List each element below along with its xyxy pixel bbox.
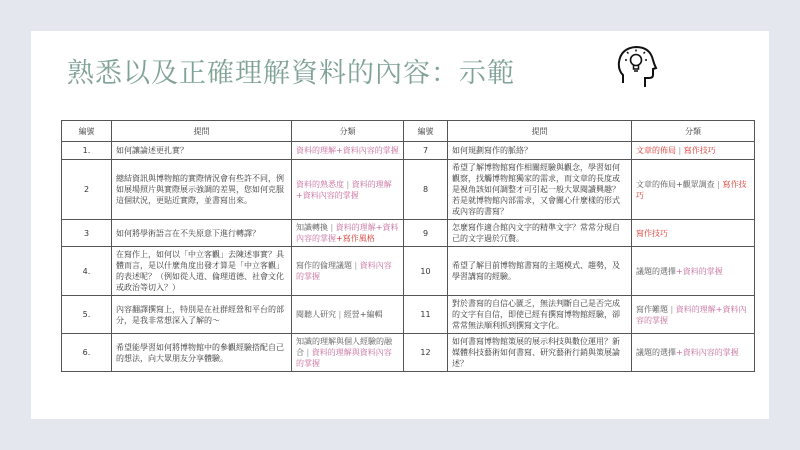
category-tag: 文章的佈局+觀眾調查: [636, 179, 715, 189]
row-number: 3: [62, 220, 112, 247]
question-cell: 對於書寫的自信心匱乏，無法判斷自己是否完成的文字有自信，即使已經有撰寫博物館經驗，卻常常無法順利抓到撰寫文字化。: [448, 296, 632, 334]
header-number: 編號: [62, 121, 112, 142]
question-table: [61, 120, 755, 372]
category-separator: |: [336, 310, 344, 319]
category-tag: 議題的選擇: [636, 266, 676, 276]
row-number: 2: [62, 160, 112, 220]
category-tag: 資料的熟悉度: [296, 179, 344, 189]
table-row: [62, 160, 755, 220]
row-number: 4.: [62, 247, 112, 296]
row-number: 9: [404, 220, 448, 247]
question-cell: 如何規劃寫作的脈絡？: [448, 142, 632, 160]
category-tag: 經營+編輯: [343, 310, 383, 319]
slide: [31, 31, 769, 419]
category-separator: |: [714, 179, 723, 189]
category-tag: 寫作風格: [342, 234, 375, 243]
category-tag: 寫作難題: [636, 304, 668, 314]
category-cell: [292, 247, 404, 296]
category-tag: 資料內容的掌握: [682, 348, 739, 357]
category-cell: [632, 142, 755, 160]
category-tag: 資料內容的掌握: [296, 261, 392, 281]
page-title: 熟悉以及正確理解資料的內容：示範: [67, 58, 515, 89]
category-tag: 寫作技巧: [636, 179, 747, 200]
category-cell: [292, 296, 404, 334]
row-number: 12: [404, 334, 448, 372]
category-tag: 資料的理解+資料內容的掌握: [296, 223, 399, 243]
category-tag: 資料的理解+資料內容的掌握: [636, 304, 747, 325]
category-tag: +: [676, 266, 683, 276]
category-cell: [292, 220, 404, 247]
header-question: 提問: [112, 121, 292, 142]
category-cell: [632, 160, 755, 220]
category-tag: 知識轉換: [296, 223, 328, 232]
category-tag: +: [676, 348, 683, 357]
question-cell: 在寫作上，如何以「中立客觀」去陳述事實？具體而言，是以什麼角度出發才算是「中立客觀」的表述呢？（例如從人道、倫理道德、社會文化或政治等切入？）: [112, 247, 292, 296]
category-separator: |: [352, 261, 360, 270]
category-cell: [292, 334, 404, 372]
row-number: 11: [404, 296, 448, 334]
category-cell: [292, 160, 404, 220]
category-tag: 文章的佈局: [636, 146, 676, 155]
category-tag: 寫作的倫理議題: [296, 261, 352, 270]
row-number: 6.: [62, 334, 112, 372]
category-cell: [632, 296, 755, 334]
category-separator: |: [344, 179, 352, 189]
question-cell: 如何書寫博物館策展的展示科技與數位運用？新媒體科技藝術如何書寫、研究藝術行銷與策展論述？: [448, 334, 632, 372]
category-cell: [292, 142, 404, 160]
question-cell: 怎麼寫作適合館內文字的精準文字？常常分現自己的文字過於冗贅。: [448, 220, 632, 247]
category-separator: |: [328, 223, 336, 232]
row-number: 8: [404, 160, 448, 220]
table-row: [62, 247, 755, 296]
category-tag: 知識的理解與個人經驗的融合: [296, 337, 392, 357]
header-category: 分類: [292, 121, 404, 142]
question-cell: 總結資訊與博物館的實際情況會有些許不同，例如展場照片與實際展示強調的差異，您如何克服這個狀況，更貼近實際，並書寫出來。: [112, 160, 292, 220]
category-cell: [632, 247, 755, 296]
table-row: [62, 142, 755, 160]
category-tag: 資料的掌握: [682, 266, 723, 276]
question-cell: 希望能學習如何將博物館中的參觀經驗搭配自己的想法，向大眾朋友分享體驗。: [112, 334, 292, 372]
question-cell: 希望了解博物館寫作相關經驗與觀念，學習如何觀察，找觸博物館獨家的需求，而文章的長度或是視角該如何調整才可引起一般大眾閱讀興趣？若是就博物館內部需求，又會關心什麼樣的形式或內容的書寫？: [448, 160, 632, 220]
row-number: 5.: [62, 296, 112, 334]
table-row: [62, 220, 755, 247]
category-cell: [632, 334, 755, 372]
question-cell: 如何將學術語言在不失原意下進行轉譯？: [112, 220, 292, 247]
category-tag: 寫作技巧: [636, 228, 668, 238]
category-tag: 資料的理解: [296, 146, 336, 155]
question-cell: 內容翻譯撰寫上，特別是在社群經營和平台的部分，是我非常想深入了解的～: [112, 296, 292, 334]
category-tag: 資料的理解與資料內容的掌握: [296, 348, 392, 368]
head-lightbulb-icon: [615, 43, 659, 91]
category-tag: 資料的理解+資料內容的掌握: [296, 179, 392, 200]
question-cell: 如何讓論述更扎實？: [112, 142, 292, 160]
row-number: 7: [404, 142, 448, 160]
table-row: [62, 334, 755, 372]
table-row: [62, 296, 755, 334]
category-tag: +: [336, 146, 343, 155]
category-tag: 寫作技巧: [683, 146, 716, 155]
category-tag: 閱聽人研究: [296, 310, 336, 319]
category-separator: |: [676, 146, 684, 155]
category-separator: |: [304, 348, 312, 357]
row-number: 1.: [62, 142, 112, 160]
header-number: 編號: [404, 121, 448, 142]
table-header-row: [62, 121, 755, 142]
category-cell: [632, 220, 755, 247]
question-cell: 希望了解目前博物館書寫的主題模式、趨勢，及學習講寫的經驗。: [448, 247, 632, 296]
category-tag: 資料內容的掌握: [342, 146, 399, 155]
header-category: 分類: [632, 121, 755, 142]
header-question: 提問: [448, 121, 632, 142]
row-number: 10: [404, 247, 448, 296]
category-tag: +: [336, 234, 343, 243]
category-tag: 議題的選擇: [636, 348, 676, 357]
category-separator: |: [668, 304, 676, 314]
